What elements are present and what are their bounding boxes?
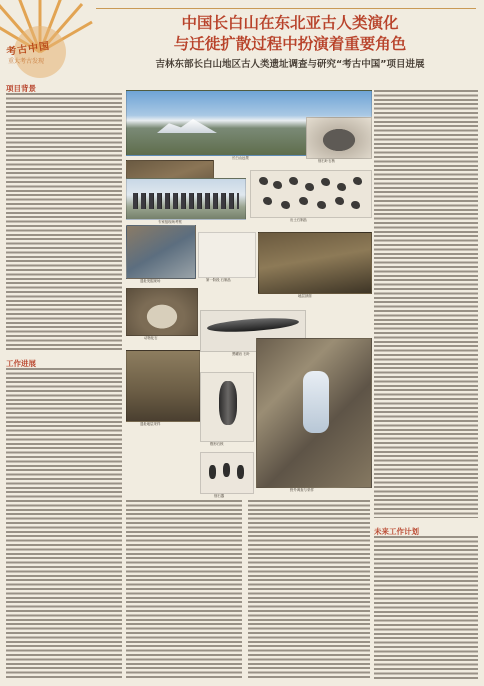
artifact (353, 177, 362, 185)
artifact (305, 183, 314, 191)
subheadline: 吉林东部长白山地区古人类遗址调查与研究“考古中国”项目进展 (155, 59, 425, 70)
caption-field-survey: 野外调查与采样 (290, 488, 314, 492)
researcher-figure (303, 371, 329, 433)
blade-shape (207, 316, 300, 334)
headline-line-1: 中国长白山在东北亚古人类演化 (181, 13, 399, 32)
text-lines (6, 93, 122, 351)
microlith (209, 465, 216, 479)
section-heading-background: 项目背景 (6, 84, 36, 93)
snow-peak (157, 119, 217, 133)
microlith (237, 465, 244, 479)
caption-microliths: 细石器 (214, 494, 225, 498)
article-body-background (6, 93, 122, 351)
artifact (351, 201, 360, 209)
text-lines (374, 90, 478, 518)
artifact (259, 177, 268, 185)
artifact (299, 197, 308, 205)
header-rule (96, 8, 476, 9)
article-body-progress-col3 (248, 500, 370, 680)
article-body-progress-col2 (126, 500, 242, 680)
section-heading-future: 未来工作计划 (374, 527, 419, 536)
caption-excavation: 遗址发掘现场 (140, 279, 161, 283)
photo-stratigraphy-sampling (126, 350, 200, 422)
artifact (289, 177, 298, 185)
photo-stone-tools (198, 232, 256, 278)
photo-trench (258, 232, 372, 294)
headline-line-2: 与迁徙扩散过程中扮演着重要角色 (173, 34, 407, 53)
masthead (0, 0, 484, 88)
artifact (335, 197, 344, 205)
photo-wedge-core (200, 372, 254, 442)
core-shape (219, 381, 237, 425)
artifact (263, 197, 272, 205)
photo-fossil (126, 288, 198, 336)
caption-tools: 第一阶段 石制品 (206, 278, 231, 282)
section-heading-progress: 工作进展 (6, 359, 36, 368)
people-silhouettes (133, 193, 239, 209)
caption-blade: 黑曜岩 石叶 (232, 352, 251, 356)
text-lines (6, 368, 122, 680)
photo-artifacts (250, 170, 372, 218)
artifact (273, 181, 282, 189)
photo-excavation (126, 225, 196, 279)
article-body-future (374, 536, 478, 680)
photo-stone-core (306, 117, 372, 159)
article-body-progress-col1 (6, 368, 122, 680)
caption-sampling: 遗址地层采样 (140, 422, 161, 426)
text-lines (374, 536, 478, 680)
artifact (317, 201, 326, 209)
photo-microliths (200, 452, 254, 494)
badge-subtext: 重大考古发现 (8, 58, 45, 65)
caption-mountain: 长白山远景 (232, 156, 249, 160)
text-lines (248, 500, 370, 680)
headline (110, 12, 470, 54)
caption-artifacts: 出土石制品 (290, 218, 307, 222)
artifact (321, 178, 330, 186)
microlith (223, 463, 230, 477)
caption-group: 专家组现场考察 (158, 220, 182, 224)
photo-field-survey (256, 338, 372, 488)
badge-label: 考古中国 (5, 40, 51, 58)
artifact (337, 183, 346, 191)
photo-expert-group (126, 178, 246, 220)
article-body-right-col (374, 90, 478, 518)
caption-stone: 细石叶石核 (318, 159, 335, 163)
text-lines (126, 500, 242, 680)
artifact (281, 201, 290, 209)
caption-fossil: 动物化石 (144, 336, 158, 340)
caption-core: 楔形石核 (210, 442, 224, 446)
caption-trench: 地层剖面 (298, 294, 312, 298)
